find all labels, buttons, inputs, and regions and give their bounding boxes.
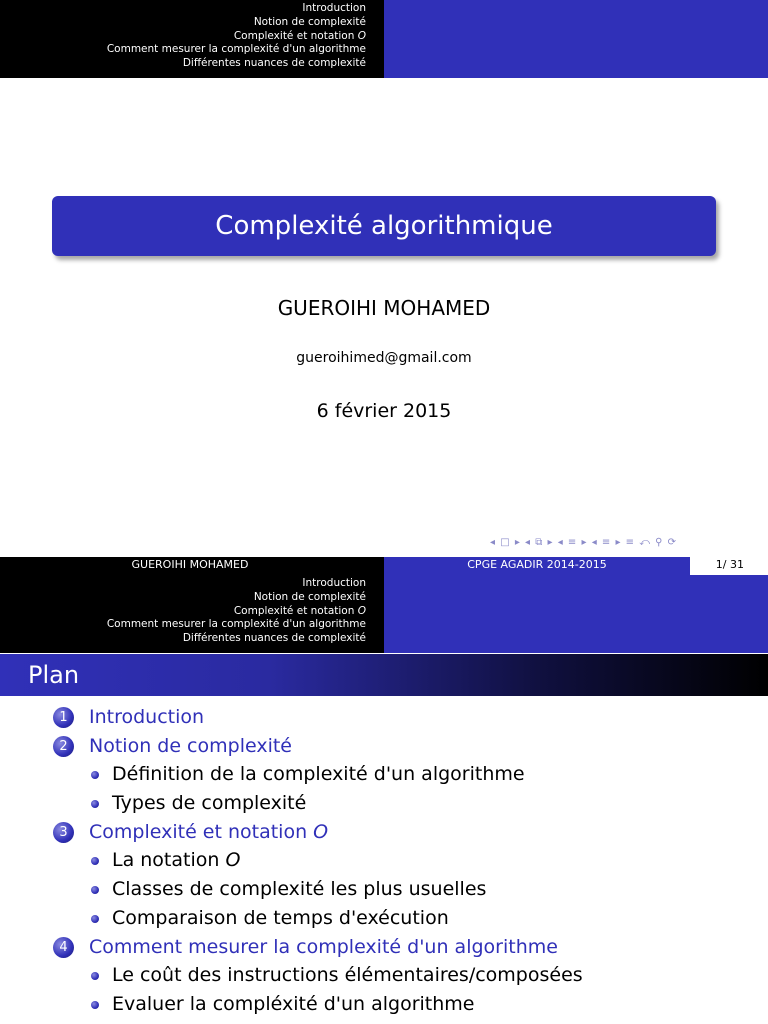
author-name: GUEROIHI MOHAMED — [277, 296, 491, 320]
slide-footer — [0, 557, 768, 575]
toc-subsection[interactable]: Types de complexité — [0, 790, 768, 819]
section-number-badge: 2 — [53, 736, 74, 757]
bullet-icon — [91, 857, 99, 865]
toc-subsection[interactable]: Comparaison de temps d'exécution — [0, 905, 768, 934]
bullet-icon — [91, 800, 99, 808]
slide-title: Complexité algorithmique — [215, 211, 553, 241]
author-email: gueroihimed@gmail.com — [296, 350, 472, 366]
nav-section-introduction[interactable]: Introduction — [302, 577, 366, 589]
slide1-headline-right — [384, 0, 768, 78]
beamer-navigation-icons[interactable]: ◂ □ ▸ ◂ ⧉ ▸ ◂ ≡ ▸ ◂ ≡ ▸ ≡ ⤺ ⚲ ⟳ — [490, 537, 677, 548]
slide1-headline — [0, 0, 768, 78]
toc-subsection[interactable]: Classes de complexité les plus usuelles — [0, 876, 768, 905]
nav-section-nuances[interactable]: Différentes nuances de complexité — [182, 632, 366, 645]
toc-section[interactable]: 3 Complexité et notation O — [0, 819, 768, 848]
toc-subsection[interactable]: Evaluer la compléxité d'un algorithme — [0, 991, 768, 1020]
table-of-contents — [0, 704, 768, 1020]
footer-author: GUEROIHI MOHAMED — [0, 557, 384, 575]
footer-institution: CPGE AGADIR 2014-2015 — [384, 557, 690, 575]
toc-subsection[interactable]: Définition de la complexité d'un algorithme — [0, 761, 768, 790]
section-number-badge: 3 — [53, 822, 74, 843]
nav-section-mesurer[interactable]: Comment mesurer la complexité d'un algorithme — [106, 43, 366, 56]
section-number-badge: 1 — [53, 707, 74, 728]
bullet-icon — [91, 886, 99, 894]
slide2-headline-right — [384, 575, 768, 653]
frame-title: Plan — [0, 654, 768, 696]
nav-section-mesurer[interactable]: Comment mesurer la complexité d'un algorithme — [106, 618, 366, 631]
slide2-headline — [0, 575, 768, 653]
toc-subsection[interactable]: Le coût des instructions élémentaires/composées — [0, 962, 768, 991]
nav-section-notation[interactable]: Complexité et notation O — [233, 604, 366, 617]
toc-section[interactable]: 1 Introduction — [0, 704, 768, 733]
bullet-icon — [91, 771, 99, 779]
slide1-section-nav — [0, 0, 384, 78]
toc-section[interactable]: 2 Notion de complexité — [0, 733, 768, 762]
bullet-icon — [91, 1001, 99, 1009]
nav-section-notion[interactable]: Notion de complexité — [253, 590, 366, 603]
toc-subsection[interactable]: La notation O — [0, 847, 768, 876]
presentation-date: 6 février 2015 — [316, 400, 452, 422]
section-number-badge: 4 — [53, 937, 74, 958]
slide2-section-nav — [0, 575, 384, 653]
nav-section-notion[interactable]: Notion de complexité — [253, 15, 366, 28]
bullet-icon — [91, 915, 99, 923]
bullet-icon — [91, 972, 99, 980]
slide-title-box — [52, 196, 716, 256]
nav-section-notation[interactable]: Complexité et notation O — [233, 29, 366, 42]
nav-section-nuances[interactable]: Différentes nuances de complexité — [182, 57, 366, 70]
footer-page-number: 1/ 31 — [690, 557, 768, 575]
toc-section[interactable]: 4 Comment mesurer la complexité d'un algorithme — [0, 934, 768, 963]
nav-section-introduction[interactable]: Introduction — [302, 2, 366, 14]
